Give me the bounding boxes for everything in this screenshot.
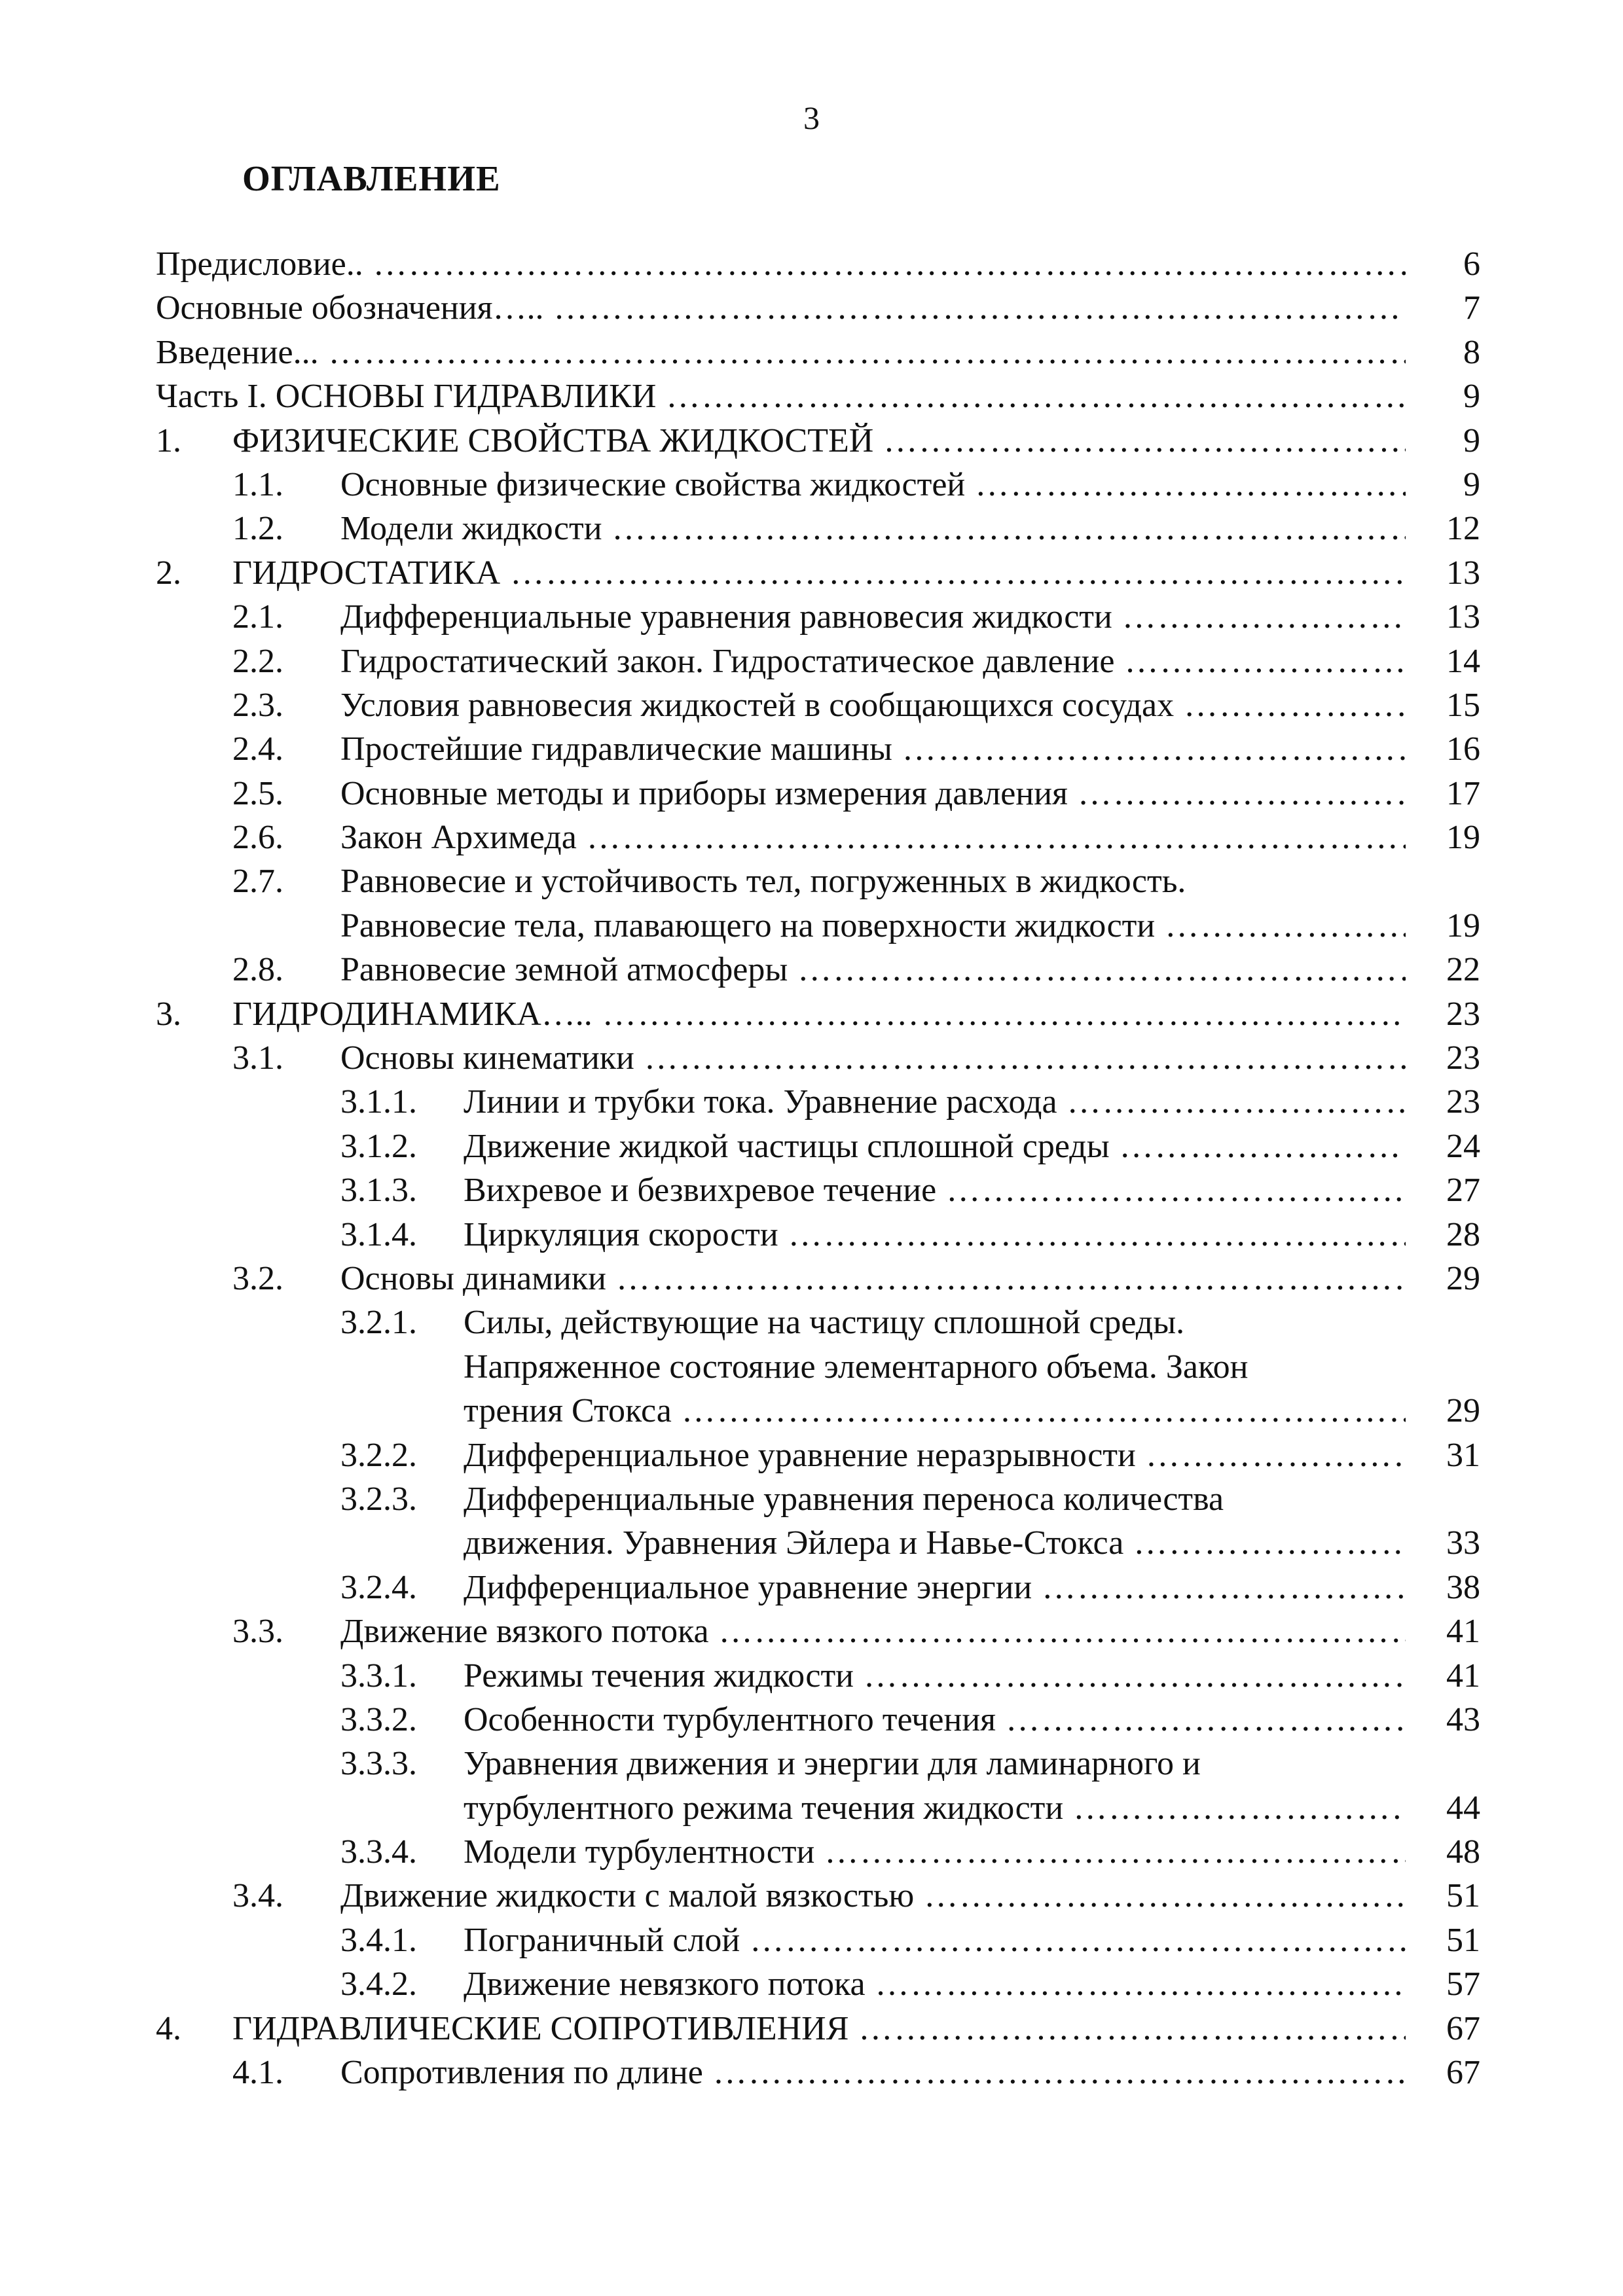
toc-entry-page: 15 (1446, 686, 1480, 724)
toc-entry-title: движения. Уравнения Эйлера и Навье-Стокса ……………………………………………………………………………………………………………………………………………………………………… (464, 1521, 1406, 1565)
toc-entry-title: Напряженное состояние элементарного объема. Закон (464, 1348, 1249, 1386)
toc-entry-title: Модели турбулентности ……………………………………………………………………………………………………………………………………………………………………… (464, 1830, 1406, 1874)
toc-entry[interactable] (0, 1477, 1623, 1521)
toc-entry-number: 2.5. (232, 774, 283, 812)
toc-entry[interactable] (0, 1742, 1623, 1785)
toc-entry[interactable] (0, 1300, 1623, 1344)
toc-entry-number: 3.3. (232, 1613, 283, 1651)
toc-entry[interactable] (0, 1521, 1623, 1565)
toc-entry-title: Дифференциальное уравнение энергии ……………………………………………………………………………………………………………………………………………………………………… (464, 1566, 1406, 1609)
toc-entry[interactable] (0, 904, 1623, 948)
toc-entry-title: Движение вязкого потока ……………………………………………………………………………………………………………………………………………………………………… (340, 1609, 1406, 1653)
toc-entry-title: Дифференциальные уравнения переноса количества (464, 1480, 1224, 1518)
toc-entry-page: 29 (1446, 1392, 1480, 1430)
toc-entry-number: 2.2. (232, 642, 283, 680)
toc-entry-page: 16 (1446, 730, 1480, 768)
toc-entry-number: 3.3.3. (340, 1745, 417, 1783)
toc-entry[interactable] (0, 463, 1623, 507)
toc-entry-title: Режимы течения жидкости ……………………………………………………………………………………………………………………………………………………………………… (464, 1654, 1406, 1698)
toc-entry[interactable] (0, 1830, 1623, 1874)
toc-entry-page: 23 (1446, 1083, 1480, 1121)
toc-entry[interactable] (0, 1874, 1623, 1918)
toc-entry-number: 2.6. (232, 819, 283, 857)
toc-entry-title: Линии и трубки тока. Уравнение расхода ……………………………………………………………………………………………………………………………………………………………………… (464, 1080, 1406, 1124)
toc-entry-page: 41 (1446, 1613, 1480, 1651)
toc-entry-title: Сопротивления по длине ……………………………………………………………………………………………………………………………………………………………………… (340, 2051, 1406, 2094)
toc-entry-page: 31 (1446, 1436, 1480, 1474)
toc-entry-title: Простейшие гидравлические машины ……………………………………………………………………………………………………………………………………………………………………… (340, 727, 1406, 771)
toc-entry-number: 3.4. (232, 1877, 283, 1915)
toc-entry-title: Основные физические свойства жидкостей ……………………………………………………………………………………………………………………………………………………………………… (340, 463, 1406, 507)
toc-entry[interactable] (0, 1036, 1623, 1080)
toc-entry[interactable] (0, 1433, 1623, 1477)
toc-entry-page: 23 (1446, 1039, 1480, 1077)
toc-entry-title: Основные обозначения….. ……………………………………………………………………………………………………………………………………………………………………… (156, 286, 1406, 330)
toc-entry-title: Закон Архимеда ……………………………………………………………………………………………………………………………………………………………………… (340, 816, 1406, 859)
toc-entry[interactable] (0, 1698, 1623, 1742)
toc-entry-page: 9 (1463, 465, 1480, 503)
toc-entry-number: 3.2.1. (340, 1304, 417, 1342)
toc-entry-page: 51 (1446, 1877, 1480, 1915)
toc-entry-page: 29 (1446, 1259, 1480, 1297)
toc-entry-title: Предисловие.. ……………………………………………………………………………………………………………………………………………………………………… (156, 242, 1406, 286)
toc-entry[interactable] (0, 948, 1623, 992)
toc-entry[interactable] (0, 2007, 1623, 2051)
toc-entry-page: 12 (1446, 510, 1480, 548)
toc-entry-page: 48 (1446, 1833, 1480, 1871)
toc-entry-page: 8 (1463, 333, 1480, 371)
toc-entry-title: Силы, действующие на частицу сплошной среды. (464, 1304, 1185, 1342)
toc-entry-number: 3.2.4. (340, 1568, 417, 1606)
toc-entry-page: 57 (1446, 1965, 1480, 2003)
toc-entry-number: 4.1. (232, 2054, 283, 2092)
toc-entry-number: 4. (156, 2009, 181, 2047)
page-number: 3 (803, 99, 820, 136)
toc-entry[interactable] (0, 1345, 1623, 1389)
toc-entry-title: ГИДРАВЛИЧЕСКИЕ СОПРОТИВЛЕНИЯ ……………………………………………………………………………………………………………………………………………………………………… (232, 2007, 1406, 2051)
toc-entry-number: 3.1.4. (340, 1215, 417, 1253)
toc-entry-number: 3.4.1. (340, 1921, 417, 1959)
toc-entry-number: 3.2.3. (340, 1480, 417, 1518)
toc-entry[interactable] (0, 1168, 1623, 1212)
toc-entry-page: 27 (1446, 1172, 1480, 1210)
toc-entry-number: 3. (156, 995, 181, 1033)
toc-entry[interactable] (0, 1389, 1623, 1433)
toc-entry-title: Равновесие тела, плавающего на поверхности жидкости ……………………………………………………………………………………………………………………………………………………………………… (340, 904, 1406, 948)
toc-title: ОГЛАВЛЕНИЕ (242, 158, 501, 198)
toc-entry-title: Основы динамики ……………………………………………………………………………………………………………………………………………………………………… (340, 1257, 1406, 1300)
toc-entry-number: 2.4. (232, 730, 283, 768)
toc-entry-page: 7 (1463, 289, 1480, 327)
toc-entry-number: 3.3.2. (340, 1700, 417, 1738)
toc-entry-title: Дифференциальное уравнение неразрывности ……………………………………………………………………………………………………………………………………………………………………… (464, 1433, 1406, 1477)
toc-entry[interactable] (0, 1786, 1623, 1830)
toc-entry-title: Равновесие земной атмосферы ……………………………………………………………………………………………………………………………………………………………………… (340, 948, 1406, 992)
toc-entry-title: Основные методы и приборы измерения давления ……………………………………………………………………………………………………………………………………………………………………… (340, 772, 1406, 816)
toc-entry-title: Движение жидкой частицы сплошной среды ……………………………………………………………………………………………………………………………………………………………………… (464, 1124, 1406, 1168)
toc-entry-number: 3.1. (232, 1039, 283, 1077)
toc-entry[interactable] (0, 331, 1623, 374)
toc-entry-number: 2. (156, 554, 181, 592)
toc-entry-title: Модели жидкости ……………………………………………………………………………………………………………………………………………………………………… (340, 507, 1406, 550)
toc-entry-title: Дифференциальные уравнения равновесия жидкости ……………………………………………………………………………………………………………………………………………………………………… (340, 595, 1406, 639)
toc-entry-title: Гидростатический закон. Гидростатическое давление ……………………………………………………………………………………………………………………………………………………………………… (340, 639, 1406, 683)
toc-entry[interactable] (0, 639, 1623, 683)
toc-entry[interactable] (0, 1566, 1623, 1609)
toc-entry-title: Часть I. ОСНОВЫ ГИДРАВЛИКИ ……………………………………………………………………………………………………………………………………………………………………… (156, 374, 1406, 418)
toc-entry-number: 1. (156, 422, 181, 459)
toc-entry-title: турбулентного режима течения жидкости ……………………………………………………………………………………………………………………………………………………………………… (464, 1786, 1406, 1830)
toc-entry-number: 3.4.2. (340, 1965, 417, 2003)
toc-entry-title: Особенности турбулентного течения ……………………………………………………………………………………………………………………………………………………………………… (464, 1698, 1406, 1742)
toc-entry-page: 44 (1446, 1789, 1480, 1827)
toc-entry[interactable] (0, 1918, 1623, 1962)
toc-entry-page: 28 (1446, 1215, 1480, 1253)
toc-entry-page: 67 (1446, 2054, 1480, 2092)
toc-entry[interactable] (0, 1213, 1623, 1257)
toc-entry[interactable] (0, 1257, 1623, 1300)
toc-entry-title: Уравнения движения и энергии для ламинарного и (464, 1745, 1201, 1783)
toc-entry[interactable] (0, 374, 1623, 418)
toc-entry[interactable] (0, 595, 1623, 639)
toc-entry[interactable] (0, 1962, 1623, 2006)
toc-entry-title: Условия равновесия жидкостей в сообщающихся сосудах ……………………………………………………………………………………………………………………………………………………………………… (340, 683, 1406, 727)
toc-entry-title: ФИЗИЧЕСКИЕ СВОЙСТВА ЖИДКОСТЕЙ ……………………………………………………………………………………………………………………………………………………………………… (232, 419, 1406, 463)
toc-entry[interactable] (0, 1609, 1623, 1653)
toc-entry[interactable] (0, 551, 1623, 595)
toc-entry-page: 9 (1463, 422, 1480, 459)
toc-entry-number: 2.8. (232, 951, 283, 989)
toc-entry[interactable] (0, 1654, 1623, 1698)
toc-entry-page: 13 (1446, 598, 1480, 636)
table-of-contents (0, 242, 1623, 2094)
toc-entry-page: 51 (1446, 1921, 1480, 1959)
toc-entry-page: 43 (1446, 1700, 1480, 1738)
toc-entry-number: 3.1.1. (340, 1083, 417, 1121)
toc-entry-page: 33 (1446, 1524, 1480, 1562)
toc-entry-title: Циркуляция скорости ……………………………………………………………………………………………………………………………………………………………………… (464, 1213, 1406, 1257)
toc-entry[interactable] (0, 683, 1623, 727)
toc-entry-page: 67 (1446, 2009, 1480, 2047)
toc-entry-page: 19 (1446, 906, 1480, 944)
toc-entry-page: 13 (1446, 554, 1480, 592)
toc-entry[interactable] (0, 1080, 1623, 1124)
toc-entry-title: Вихревое и безвихревое течение ……………………………………………………………………………………………………………………………………………………………………… (464, 1168, 1406, 1212)
toc-entry-title: трения Стокса ……………………………………………………………………………………………………………………………………………………………………… (464, 1389, 1406, 1433)
toc-entry-number: 3.2.2. (340, 1436, 417, 1474)
toc-entry-number: 3.3.1. (340, 1657, 417, 1695)
toc-entry-title: Равновесие и устойчивость тел, погруженных в жидкость. (340, 863, 1186, 901)
toc-entry-number: 3.1.3. (340, 1172, 417, 1210)
toc-entry-page: 41 (1446, 1657, 1480, 1695)
toc-entry[interactable] (0, 2051, 1623, 2094)
toc-entry-page: 38 (1446, 1568, 1480, 1606)
toc-entry-title: ГИДРОДИНАМИКА….. ……………………………………………………………………………………………………………………………………………………………………… (232, 992, 1406, 1036)
toc-entry-page: 6 (1463, 245, 1480, 283)
toc-entry-title: Пограничный слой ……………………………………………………………………………………………………………………………………………………………………… (464, 1918, 1406, 1962)
toc-entry[interactable] (0, 507, 1623, 550)
toc-entry-page: 14 (1446, 642, 1480, 680)
toc-entry-title: Введение... ……………………………………………………………………………………………………………………………………………………………………… (156, 331, 1406, 374)
toc-entry[interactable] (0, 772, 1623, 816)
toc-entry-number: 3.2. (232, 1259, 283, 1297)
toc-entry-title: ГИДРОСТАТИКА ……………………………………………………………………………………………………………………………………………………………………… (232, 551, 1406, 595)
toc-entry-title: Движение жидкости с малой вязкостью ……………………………………………………………………………………………………………………………………………………………………… (340, 1874, 1406, 1918)
toc-entry-page: 24 (1446, 1127, 1480, 1165)
toc-entry[interactable] (0, 992, 1623, 1036)
toc-entry-page: 22 (1446, 951, 1480, 989)
toc-entry[interactable] (0, 1124, 1623, 1168)
toc-entry-number: 1.2. (232, 510, 283, 548)
toc-entry-number: 1.1. (232, 465, 283, 503)
toc-entry-page: 17 (1446, 774, 1480, 812)
toc-entry-number: 2.1. (232, 598, 283, 636)
toc-entry-number: 3.1.2. (340, 1127, 417, 1165)
toc-entry-page: 9 (1463, 378, 1480, 416)
toc-entry-number: 3.3.4. (340, 1833, 417, 1871)
toc-entry[interactable] (0, 816, 1623, 859)
toc-entry-title: Основы кинематики ……………………………………………………………………………………………………………………………………………………………………… (340, 1036, 1406, 1080)
toc-entry-page: 23 (1446, 995, 1480, 1033)
toc-entry-number: 2.3. (232, 686, 283, 724)
toc-entry[interactable] (0, 242, 1623, 286)
toc-entry[interactable] (0, 859, 1623, 903)
toc-entry[interactable] (0, 286, 1623, 330)
toc-entry-title: Движение невязкого потока ……………………………………………………………………………………………………………………………………………………………………… (464, 1962, 1406, 2006)
toc-entry-number: 2.7. (232, 863, 283, 901)
toc-entry[interactable] (0, 419, 1623, 463)
toc-entry-page: 19 (1446, 819, 1480, 857)
toc-entry[interactable] (0, 727, 1623, 771)
